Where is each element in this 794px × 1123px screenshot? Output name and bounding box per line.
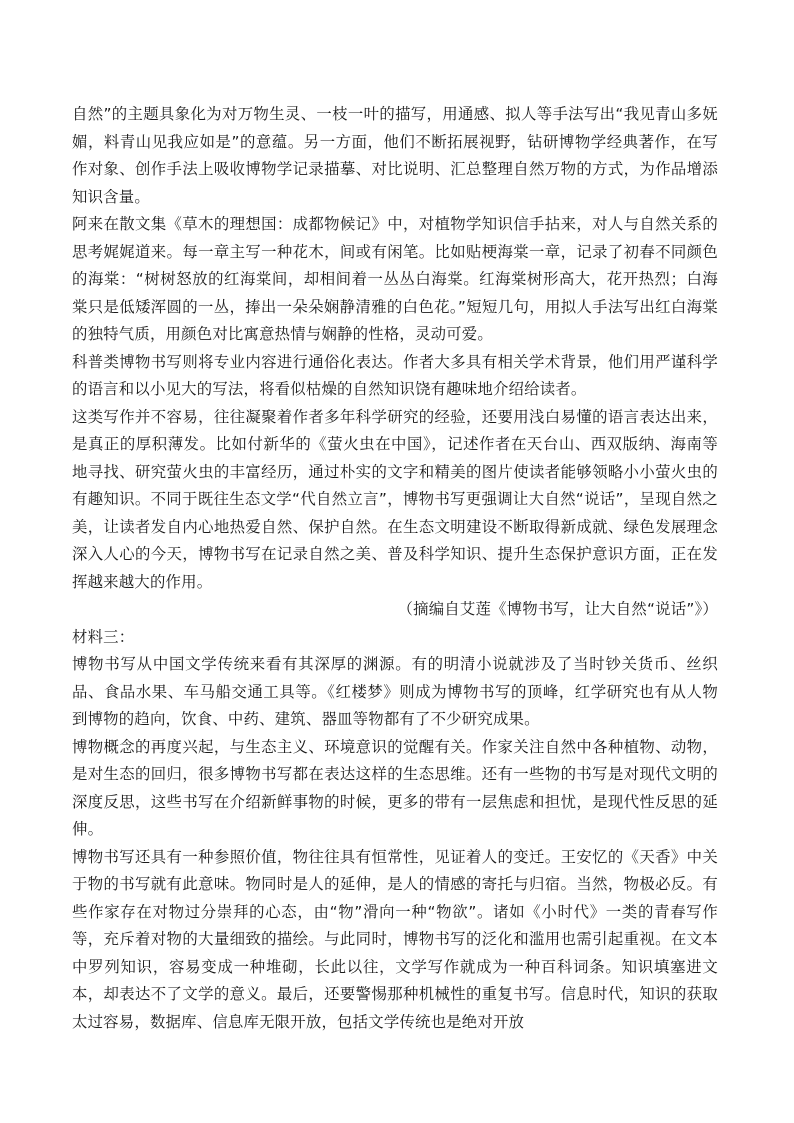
source-attribution: （摘编自艾莲《博物书写，让大自然“说话”》） <box>397 600 718 618</box>
section-heading-material-3: 材料三： <box>72 627 135 646</box>
paragraph-6: 博物概念的再度兴起，与生态主义、环境意识的觉醒有关。作家关注自然中各种植物、动物，是对生态的回归，很多博物书写都在表达这样的生态思维。还有一些物的书写是对现代文明的深度反思，这些书写在介绍新鲜事物的时候，更多的带有一层焦虑和担忧，是现代性反思的延伸。 <box>72 737 718 838</box>
paragraph-3: 科普类博物书写则将专业内容进行通俗化表达。作者大多具有相关学术背景，他们用严谨科学的语言和以小见大的写法，将看似枯燥的自然知识饶有趣味地介绍给读者。 <box>72 352 718 398</box>
paragraph-5: 博物书写从中国文学传统来看有其深厚的渊源。有的明清小说就涉及了当时钞关货币、丝织品、食品水果、车马船交通工具等。《红楼梦》则成为博物书写的顶峰，红学研究也有从人物到博物的趋向，饮食、中药、建筑、器皿等物都有了不少研究成果。 <box>72 655 718 728</box>
paragraph-1: 自然”的主题具象化为对万物生灵、一枝一叶的描写，用通感、拟人等手法写出“我见青山多妩媚，料青山见我应如是”的意蕴。另一方面，他们不断拓展视野，钻研博物学经典著作，在写作对象、创作手法上吸收博物学记录描摹、对比说明、汇总整理自然万物的方式，为作品增添知识含量。 <box>72 105 718 206</box>
paragraph-2: 阿来在散文集《草木的理想国：成都物候记》中，对植物学知识信手拈来，对人与自然关系的思考娓娓道来。每一章主写一种花木，间或有闲笔。比如贴梗海棠一章，记录了初春不同颜色的海棠：“树树怒放的红海棠间，却相间着一丛丛白海棠。红海棠树形高大，花开热烈；白海棠只是低矮浑圆的一丛，捧出一朵朵娴静清雅的白色花。”短短几句，用拟人手法写出红白海棠的独特气质，用颜色对比寓意热情与娴静的性格，灵动可爱。 <box>72 215 718 343</box>
paragraph-4: 这类写作并不容易，往往凝聚着作者多年科学研究的经验，还要用浅白易懂的语言表达出来，是真正的厚积薄发。比如付新华的《萤火虫在中国》，记述作者在天台山、西双版纳、海南等地寻找、研究萤火虫的丰富经历，通过朴实的文字和精美的图片使读者能够领略小小萤火虫的有趣知识。不同于既往生态文学“代自然立言”，博物书写更强调让大自然“说话”，呈现自然之美，让读者发自内心地热爱自然、保护自然。在生态文明建设不断取得新成就、绿色发展理念深入人心的今天，博物书写在记录自然之美、普及科学知识、提升生态保护意识方面，正在发挥越来越大的作用。 <box>72 407 718 591</box>
paragraph-7: 博物书写还具有一种参照价值，物往往具有恒常性，见证着人的变迁。王安忆的《天香》中关于物的书写就有此意味。物同时是人的延伸，是人的情感的寄托与归宿。当然，物极必反。有些作家存在对物过分崇拜的心态，由“物”滑向一种“物欲”。诸如《小时代》一类的青春写作等，充斥着对物的大量细致的描绘。与此同时，博物书写的泛化和滥用也需引起重视。在文本中罗列知识，容易变成一种堆砌，长此以往，文学写作就成为一种百科词条。知识填塞进文本，却表达不了文学的意义。最后，还要警惕那种机械性的重复书写。信息时代，知识的获取太过容易，数据库、信息库无限开放，包括文学传统也是绝对开放 <box>72 847 718 1031</box>
document-page <box>72 101 718 1036</box>
